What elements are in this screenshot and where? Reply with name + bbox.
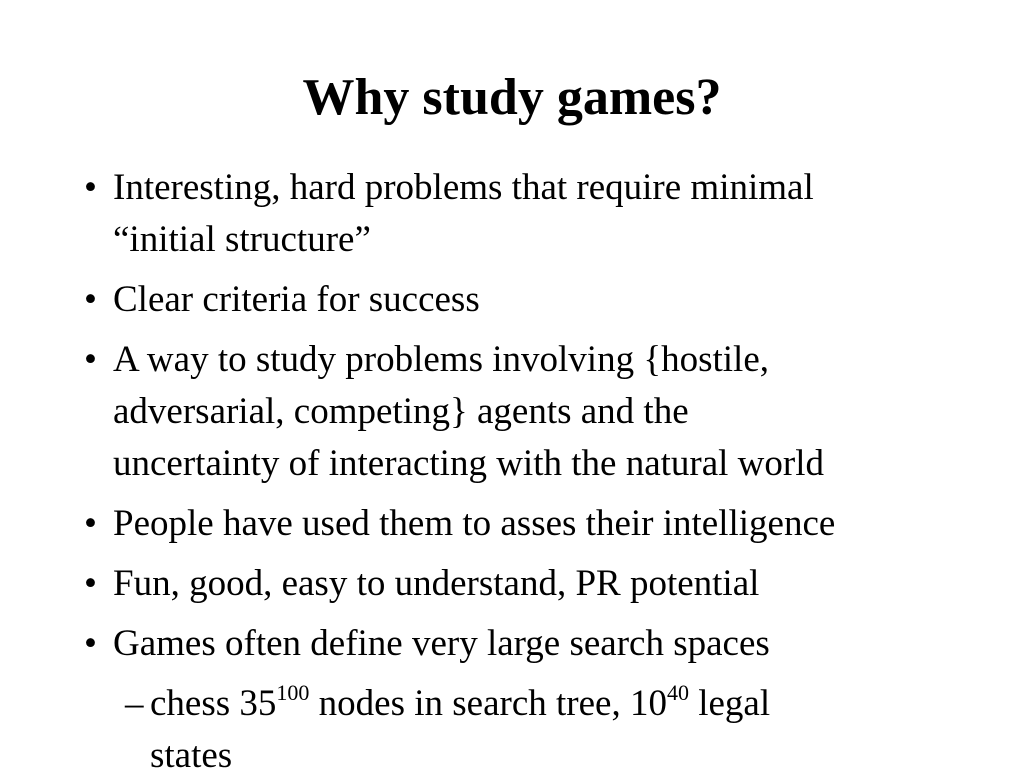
superscript-100: 100 [276,680,310,705]
dash-marker: – [125,683,144,724]
bullet-marker: • [84,623,97,664]
slide-title: Why study games? [302,69,722,126]
bullet-1-line-2: “initial structure” [113,219,371,260]
bullet-2-text: Clear criteria for success [113,279,480,320]
bullet-list [84,162,984,768]
bullet-item-5 [84,558,984,610]
bullet-marker: • [84,279,97,320]
bullet-6-text: Games often define very large search spaces [113,623,770,664]
sub-bullet-part-2: nodes in search tree, 10 [309,683,667,724]
bullet-3-line-1: A way to study problems involving {hostile, [113,339,769,380]
bullet-marker: • [84,339,97,380]
bullet-marker: • [84,503,97,544]
bullet-item-6 [84,618,984,670]
bullet-3-line-2: adversarial, competing} agents and the [113,391,689,432]
bullet-marker: • [84,563,97,604]
bullet-5-text: Fun, good, easy to understand, PR potential [113,563,760,604]
sub-bullet-line-2: states [150,735,233,768]
sub-bullet-part-3: legal [688,683,771,724]
bullet-3-line-3: uncertainty of interacting with the natural world [113,443,824,484]
bullet-item-1 [84,162,984,266]
bullet-1-line-1: Interesting, hard problems that require minimal [113,167,814,208]
sub-bullet-chess [84,678,984,768]
bullet-item-4 [84,498,984,550]
bullet-marker: • [84,167,97,208]
bullet-item-2 [84,274,984,326]
bullet-4-text: People have used them to asses their intelligence [113,503,836,544]
bullet-item-3 [84,334,984,490]
sub-bullet-part-1: chess 35 [150,683,277,724]
superscript-40: 40 [666,680,689,705]
